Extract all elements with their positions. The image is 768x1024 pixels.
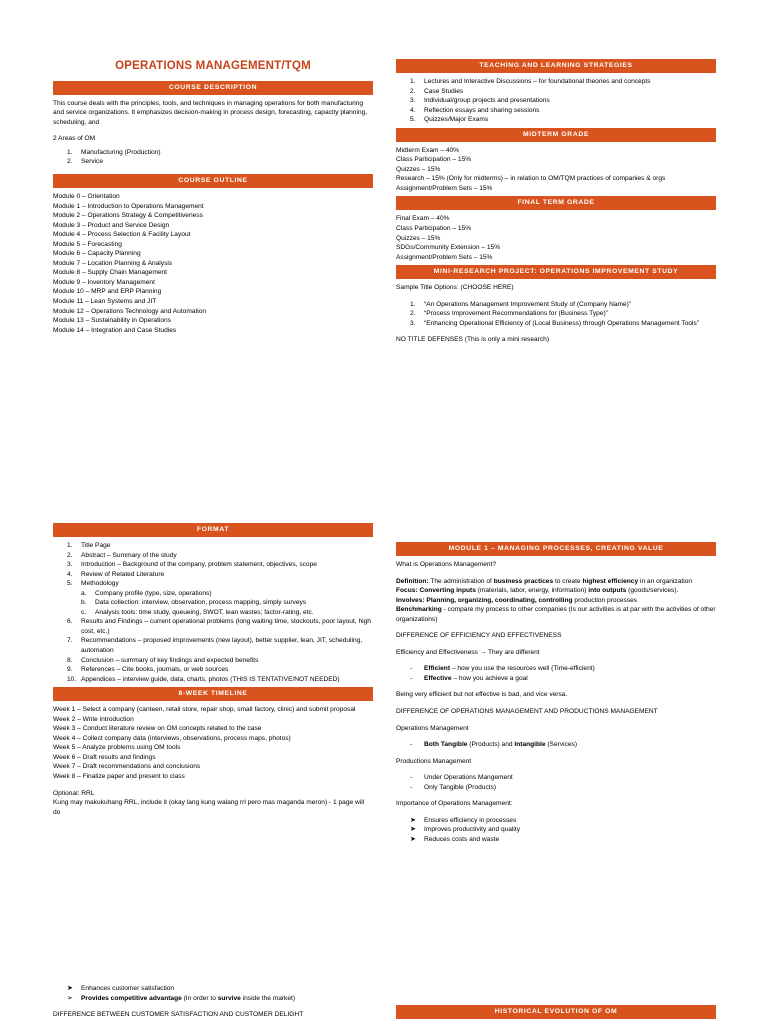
list-item: 1. Title Page xyxy=(67,542,111,549)
right-mid-column xyxy=(396,542,716,844)
format-list-continued xyxy=(53,617,373,684)
list-item: a. Company profile (type, size, operations) xyxy=(81,589,212,597)
grade-item: Quizzes – 15% xyxy=(396,165,441,173)
final-grade-list xyxy=(396,214,716,262)
list-item: ➤ Reduces costs and waste xyxy=(396,835,716,845)
module-item: Module 9 – Inventory Management xyxy=(53,278,155,286)
list-item: 8. Conclusion – summary of key findings and expected benefits xyxy=(67,656,259,664)
module-item: Module 8 – Supply Chain Management xyxy=(53,269,167,277)
week-item: Week 8 – Finalize paper and present to class xyxy=(53,773,185,781)
dash-icon: - xyxy=(410,674,413,682)
list-item: 4. Reflection essays and sharing sessions xyxy=(410,106,540,114)
dash-icon: - xyxy=(410,783,413,791)
efficiency-effectiveness-line: Efficiency and Effectiveness → They are different xyxy=(396,648,540,656)
mini-research-intro: Sample Title Options: (CHOOSE HERE) xyxy=(396,284,514,292)
list-item: - Both Tangible (Products) and Intangible (Services) xyxy=(410,741,578,749)
week-item: Week 7 – Draft recommendations and conclusions xyxy=(53,763,201,771)
grade-item: Final Exam – 40% xyxy=(396,215,450,223)
list-item: 1. Lectures and Interactive Discussions – for foundational theories and concepts xyxy=(410,78,651,85)
timeline-header: 8-WEEK TIMELINE xyxy=(53,687,373,701)
format-header: FORMAT xyxy=(53,523,373,537)
efficiency-list xyxy=(396,664,716,683)
importance-title: Importance of Operations Management: xyxy=(396,800,513,808)
grade-item: SDGs/Community Extension – 15% xyxy=(396,244,501,252)
grade-item: Research – 15% (Only for midterms) – in relation to OM/TQM practices of companies & orgs xyxy=(396,175,666,183)
right-top-column xyxy=(396,59,716,345)
areas-title: 2 Areas of OM xyxy=(53,135,96,143)
no-defense-note: NO TITLE DEFENSES (This is only a mini research) xyxy=(396,336,550,344)
arrow-outline-bullet-icon: ➢ xyxy=(67,994,73,1002)
module-item: Module 3 – Product and Service Design xyxy=(53,221,170,229)
list-item: ➤ Improves productivity and quality xyxy=(396,825,716,835)
list-item: 9. References – Cite books, journals, or web sources xyxy=(67,666,229,674)
areas-list xyxy=(53,148,373,167)
grade-item: Assignment/Problem Sets – 15% xyxy=(396,253,493,261)
definition-line: Definition: The administration of business practices to create highest efficiency in an organization xyxy=(396,577,693,585)
what-is-om: What is Operations Management? xyxy=(396,561,497,568)
week-item: Week 5 – Analyze problems using OM tools xyxy=(53,744,181,752)
midterm-grade-list xyxy=(396,146,716,194)
dash-icon: - xyxy=(410,665,413,673)
list-item: 3. Introduction – Background of the company, problem statement, objectives, scope xyxy=(67,561,317,569)
module-item: Module 6 – Capacity Planning xyxy=(53,250,141,258)
arrow-right-icon: → xyxy=(479,648,487,656)
om-title: Operations Management xyxy=(396,724,469,732)
module-item: Module 4 – Process Selection & Facility Layout xyxy=(53,231,191,239)
efficiency-effectiveness-title: DIFFERENCE OF EFFICIENCY AND EFFECTIVENESS xyxy=(396,632,562,640)
final-grade-header: FINAL TERM GRADE xyxy=(396,196,716,210)
list-item: 5. Methodology xyxy=(67,580,119,588)
list-item: 3. Individual/group projects and presentations xyxy=(410,97,550,105)
list-item: - Only Tangible (Products) xyxy=(410,783,497,791)
grade-item: Class Participation – 15% xyxy=(396,156,472,164)
week-item: Week 1 – Select a company (canteen, retail store, repair shop, small factory, clinic) and submit proposal xyxy=(53,706,356,714)
list-item: c. Analysis tools: time study, queueing, SWOT, lean wastes; factor-rating, etc. xyxy=(81,608,314,616)
grade-item: Class Participation – 15% xyxy=(396,225,472,233)
course-description-header: COURSE DESCRIPTION xyxy=(53,81,373,95)
left-bottom-column xyxy=(53,984,373,1020)
pm-list xyxy=(396,773,716,792)
satisfaction-delight-title: DIFFERENCE BETWEEN CUSTOMER SATISFACTION AND CUSTOMER DELIGHT xyxy=(53,1011,304,1019)
importance-list-continued xyxy=(53,984,373,1003)
list-item: 3. “Enhancing Operational Efficiency of (Local Business) through Operations Management Tools” xyxy=(410,319,700,327)
list-item: 2. “Process Improvement Recommendations for (Business Type)” xyxy=(410,310,608,318)
module-item: Module 7 – Location Planning & Analysis xyxy=(53,259,173,267)
optional-rrl-title: Optional: RRL xyxy=(53,789,95,797)
om-pm-title: DIFFERENCE OF OPERATIONS MANAGEMENT AND PRODUCTIONS MANAGEMENT xyxy=(396,708,658,716)
week-item: Week 2 – Write introduction xyxy=(53,715,134,723)
module1-header: MODULE 1 – MANAGING PROCESSES, CREATING VALUE xyxy=(396,542,716,556)
midterm-grade-header: MIDTERM GRADE xyxy=(396,128,716,142)
focus-line: Focus: Converting inputs (materials, labor, energy, information) into outputs (goods/services). xyxy=(396,587,679,595)
list-item: 5. Quizzes/Major Exams xyxy=(410,116,489,124)
module-item: Module 0 – Orientation xyxy=(53,192,120,200)
course-outline-header: COURSE OUTLINE xyxy=(53,174,373,188)
list-item: 7. Recommendations – proposed improvements (new layout), better supplier, lean, JIT, scheduling, automation xyxy=(67,637,363,655)
module-item: Module 14 – Integration and Case Studies xyxy=(53,326,177,334)
om-list xyxy=(396,740,716,750)
teaching-list xyxy=(396,77,716,125)
list-item: - Under Operations Mangement xyxy=(410,774,513,782)
course-outline-list xyxy=(53,192,373,335)
module-item: Module 11 – Lean Systems and JIT xyxy=(53,297,157,305)
list-item: - Efficient – how you use the resources well (Time-efficient) xyxy=(410,665,595,673)
grade-item: Quizzes – 15% xyxy=(396,234,441,242)
grade-item: Assignment/Problem Sets – 15% xyxy=(396,184,493,192)
teaching-header: TEACHING AND LEARNING STRATEGIES xyxy=(396,59,716,73)
list-item: ➢ Provides competitive advantage (In order to survive inside the market) xyxy=(53,994,373,1004)
list-item: ➤ Ensures efficiency in processes xyxy=(396,816,716,826)
timeline-list xyxy=(53,705,373,781)
module-item: Module 5 – Forecasting xyxy=(53,240,122,248)
arrow-bullet-icon: ➤ xyxy=(410,816,416,824)
list-item: b. Data collection: interview, observation, process mapping, simply surveys xyxy=(81,599,307,607)
list-item: 4. Review of Related Literature xyxy=(67,570,165,578)
grade-item: Midterm Exam – 40% xyxy=(396,146,460,154)
week-item: Week 4 – Collect company data (interviews, observations, process maps, photos) xyxy=(53,734,291,742)
list-item: 6. Results and Findings – current operational problems (long waiting time, stockouts, poor layout, high cost, etc.) xyxy=(67,618,371,635)
format-list xyxy=(53,541,373,589)
list-item: 1. Manufacturing (Production) xyxy=(67,148,161,156)
left-mid-column xyxy=(53,523,373,817)
module-item: Module 10 – MRP and ERP Planning xyxy=(53,288,162,296)
dash-icon: - xyxy=(410,741,413,749)
being-efficient-note: Being very efficient but not effective is bad, and vice versa. xyxy=(396,691,568,699)
involves-line: Involves: Planning, organizing, coordinating, controlling production processes xyxy=(396,596,638,604)
list-item: 1. “An Operations Management Improvement Study of (Company Name)” xyxy=(410,300,632,308)
arrow-bullet-icon: ➤ xyxy=(410,826,416,834)
course-description-text: This course deals with the principles, tools, and techniques in managing operations for both manufacturing and service organizations. It emphasizes decision-making in process design, forecasting, capacity planning, scheduling, and xyxy=(53,99,368,126)
optional-rrl-text: Kung may makukuhang RRL, include it (okay lang kung walang rrl pero mas maganda meron) - 1 page will do xyxy=(53,799,365,816)
list-item: 2. Abstract – Summary of the study xyxy=(67,551,177,559)
left-top-column xyxy=(53,58,373,335)
list-item: - Effective – how you achieve a goal xyxy=(410,674,528,682)
arrow-bullet-icon: ➤ xyxy=(410,835,416,843)
dash-icon: - xyxy=(410,774,413,782)
module-item: Module 2 – Operations Strategy & Competitiveness xyxy=(53,212,203,220)
importance-list xyxy=(396,816,716,845)
module-item: Module 12 – Operations Technology and Automation xyxy=(53,307,207,315)
list-item: ➤ Enhances customer satisfaction xyxy=(53,984,373,994)
title-options-list xyxy=(396,300,716,329)
mini-research-header: MINI-RESEARCH PROJECT: OPERATIONS IMPROVEMENT STUDY xyxy=(396,265,716,279)
list-item: 10. Appendices – interview guide, data, charts, photos (THIS IS TENTATIVE/NOT NEEDED) xyxy=(67,675,340,683)
list-item: 2. Case Studies xyxy=(410,87,464,95)
module-item: Module 1 – Introduction to Operations Management xyxy=(53,202,204,210)
list-item: 2. Service xyxy=(67,158,103,166)
week-item: Week 6 – Draft results and findings xyxy=(53,753,156,761)
module-item: Module 13 – Sustainability in Operations xyxy=(53,317,172,325)
historical-evolution-header: HISTORICAL EVOLUTION OF OM xyxy=(396,1005,716,1019)
right-bottom-column xyxy=(396,1005,716,1023)
document-title: OPERATIONS MANAGEMENT/TQM xyxy=(115,60,311,72)
arrow-bullet-icon: ➤ xyxy=(67,985,73,992)
week-item: Week 3 – Conduct literature review on OM concepts related to the case xyxy=(53,725,262,733)
methodology-sublist xyxy=(53,589,373,618)
pm-title: Productions Management xyxy=(396,757,472,765)
benchmarking-line: Benchmarking - compare my process to other companies (Is our activities is at par with the activities of other organizations) xyxy=(396,606,716,623)
